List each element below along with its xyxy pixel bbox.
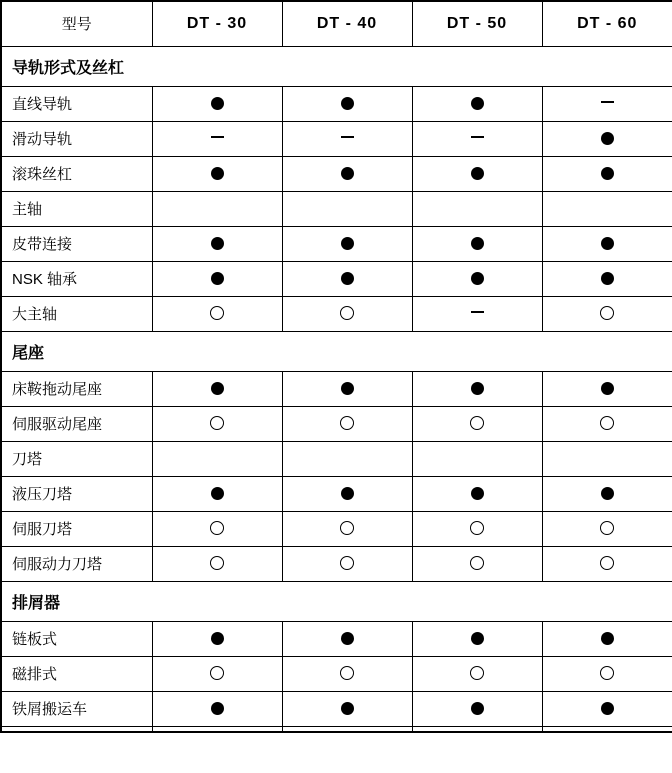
filled-circle-icon [341, 167, 354, 180]
value-cell [412, 261, 542, 296]
value-cell [282, 156, 412, 191]
dash-icon [471, 136, 484, 138]
value-cell [412, 121, 542, 156]
value-cell [542, 656, 672, 691]
value-cell [542, 406, 672, 441]
filled-circle-icon [471, 237, 484, 250]
table-row [1, 191, 672, 226]
value-cell [152, 691, 282, 726]
model-header-dt30: DT - 30 [152, 1, 282, 46]
section-row [1, 581, 672, 621]
table-row [1, 476, 672, 511]
filled-circle-icon [471, 632, 484, 645]
value-cell [412, 86, 542, 121]
value-cell [282, 406, 412, 441]
partial-cell [542, 726, 672, 732]
value-cell [412, 476, 542, 511]
open-circle-icon [210, 556, 224, 570]
row-label: 铁屑搬运车 [1, 691, 152, 726]
filled-circle-icon [341, 97, 354, 110]
filled-circle-icon [211, 632, 224, 645]
value-cell [152, 86, 282, 121]
dash-icon [211, 136, 224, 138]
value-cell [282, 546, 412, 581]
value-cell [152, 296, 282, 331]
filled-circle-icon [211, 237, 224, 250]
row-label: 滑动导轨 [1, 121, 152, 156]
partial-cell [412, 726, 542, 732]
filled-circle-icon [341, 487, 354, 500]
filled-circle-icon [211, 487, 224, 500]
value-cell [542, 226, 672, 261]
open-circle-icon [210, 416, 224, 430]
value-cell [412, 656, 542, 691]
section-title: 排屑器 [1, 581, 672, 621]
table-row [1, 371, 672, 406]
value-cell [282, 296, 412, 331]
value-cell [152, 191, 282, 226]
table-row [1, 621, 672, 656]
value-cell [542, 191, 672, 226]
table-row [1, 656, 672, 691]
table-row [1, 121, 672, 156]
open-circle-icon [210, 521, 224, 535]
value-cell [542, 441, 672, 476]
filled-circle-icon [211, 382, 224, 395]
value-cell [412, 621, 542, 656]
row-label: 磁排式 [1, 656, 152, 691]
value-cell [282, 226, 412, 261]
row-label: 链板式 [1, 621, 152, 656]
value-cell [412, 546, 542, 581]
partial-bottom-row [1, 726, 672, 732]
value-cell [282, 261, 412, 296]
filled-circle-icon [601, 132, 614, 145]
open-circle-icon [340, 666, 354, 680]
open-circle-icon [600, 416, 614, 430]
filled-circle-icon [341, 702, 354, 715]
value-cell [412, 156, 542, 191]
value-cell [282, 476, 412, 511]
table-row [1, 406, 672, 441]
section-row [1, 46, 672, 86]
row-label: 主轴 [1, 191, 152, 226]
value-cell [542, 296, 672, 331]
value-cell [542, 476, 672, 511]
filled-circle-icon [341, 632, 354, 645]
open-circle-icon [600, 666, 614, 680]
filled-circle-icon [601, 702, 614, 715]
value-cell [152, 226, 282, 261]
row-label: 伺服驱动尾座 [1, 406, 152, 441]
open-circle-icon [210, 666, 224, 680]
value-cell [412, 191, 542, 226]
open-circle-icon [600, 556, 614, 570]
model-header-dt60: DT - 60 [542, 1, 672, 46]
filled-circle-icon [471, 97, 484, 110]
model-header-dt40: DT - 40 [282, 1, 412, 46]
filled-circle-icon [601, 237, 614, 250]
value-cell [282, 191, 412, 226]
value-cell [282, 621, 412, 656]
open-circle-icon [210, 306, 224, 320]
value-cell [152, 406, 282, 441]
open-circle-icon [470, 416, 484, 430]
filled-circle-icon [211, 702, 224, 715]
value-cell [152, 546, 282, 581]
table-row [1, 156, 672, 191]
value-cell [152, 476, 282, 511]
open-circle-icon [340, 521, 354, 535]
table-row [1, 296, 672, 331]
open-circle-icon [340, 556, 354, 570]
row-label: 滚珠丝杠 [1, 156, 152, 191]
value-cell [282, 691, 412, 726]
table-row [1, 546, 672, 581]
filled-circle-icon [601, 487, 614, 500]
value-cell [152, 511, 282, 546]
model-column-header: 型号 [1, 1, 152, 46]
section-row [1, 331, 672, 371]
filled-circle-icon [601, 632, 614, 645]
value-cell [282, 656, 412, 691]
value-cell [152, 441, 282, 476]
open-circle-icon [340, 306, 354, 320]
partial-cell [282, 726, 412, 732]
row-label: 直线导轨 [1, 86, 152, 121]
table-row [1, 691, 672, 726]
dash-icon [601, 101, 614, 103]
partial-cell [1, 726, 152, 732]
filled-circle-icon [471, 702, 484, 715]
dash-icon [471, 311, 484, 313]
value-cell [542, 511, 672, 546]
filled-circle-icon [471, 382, 484, 395]
header-row [1, 1, 672, 46]
row-label: 伺服刀塔 [1, 511, 152, 546]
filled-circle-icon [211, 167, 224, 180]
table-row [1, 511, 672, 546]
value-cell [152, 261, 282, 296]
row-label: 皮带连接 [1, 226, 152, 261]
row-label: 伺服动力刀塔 [1, 546, 152, 581]
value-cell [152, 156, 282, 191]
value-cell [412, 441, 542, 476]
section-title: 导轨形式及丝杠 [1, 46, 672, 86]
value-cell [542, 621, 672, 656]
open-circle-icon [600, 306, 614, 320]
filled-circle-icon [471, 487, 484, 500]
open-circle-icon [340, 416, 354, 430]
value-cell [542, 156, 672, 191]
value-cell [282, 121, 412, 156]
row-label: 刀塔 [1, 441, 152, 476]
open-circle-icon [470, 666, 484, 680]
filled-circle-icon [341, 272, 354, 285]
filled-circle-icon [601, 167, 614, 180]
value-cell [542, 261, 672, 296]
partial-cell [152, 726, 282, 732]
row-label: 床鞍拖动尾座 [1, 371, 152, 406]
filled-circle-icon [211, 272, 224, 285]
value-cell [152, 621, 282, 656]
value-cell [412, 296, 542, 331]
model-header-dt50: DT - 50 [412, 1, 542, 46]
value-cell [152, 371, 282, 406]
open-circle-icon [470, 556, 484, 570]
dash-icon [341, 136, 354, 138]
open-circle-icon [600, 521, 614, 535]
value-cell [542, 691, 672, 726]
table-body [1, 46, 672, 732]
value-cell [412, 371, 542, 406]
section-title: 尾座 [1, 331, 672, 371]
value-cell [152, 656, 282, 691]
table-row [1, 441, 672, 476]
value-cell [542, 546, 672, 581]
filled-circle-icon [211, 97, 224, 110]
value-cell [412, 511, 542, 546]
row-label: NSK 轴承 [1, 261, 152, 296]
value-cell [282, 86, 412, 121]
filled-circle-icon [601, 382, 614, 395]
filled-circle-icon [471, 167, 484, 180]
open-circle-icon [470, 521, 484, 535]
table-row [1, 226, 672, 261]
table-row [1, 261, 672, 296]
row-label: 大主轴 [1, 296, 152, 331]
value-cell [412, 691, 542, 726]
value-cell [412, 406, 542, 441]
filled-circle-icon [471, 272, 484, 285]
value-cell [152, 121, 282, 156]
value-cell [282, 371, 412, 406]
row-label: 液压刀塔 [1, 476, 152, 511]
value-cell [282, 511, 412, 546]
value-cell [542, 121, 672, 156]
filled-circle-icon [341, 237, 354, 250]
value-cell [542, 86, 672, 121]
filled-circle-icon [601, 272, 614, 285]
value-cell [282, 441, 412, 476]
table-row [1, 86, 672, 121]
filled-circle-icon [341, 382, 354, 395]
value-cell [542, 371, 672, 406]
value-cell [412, 226, 542, 261]
